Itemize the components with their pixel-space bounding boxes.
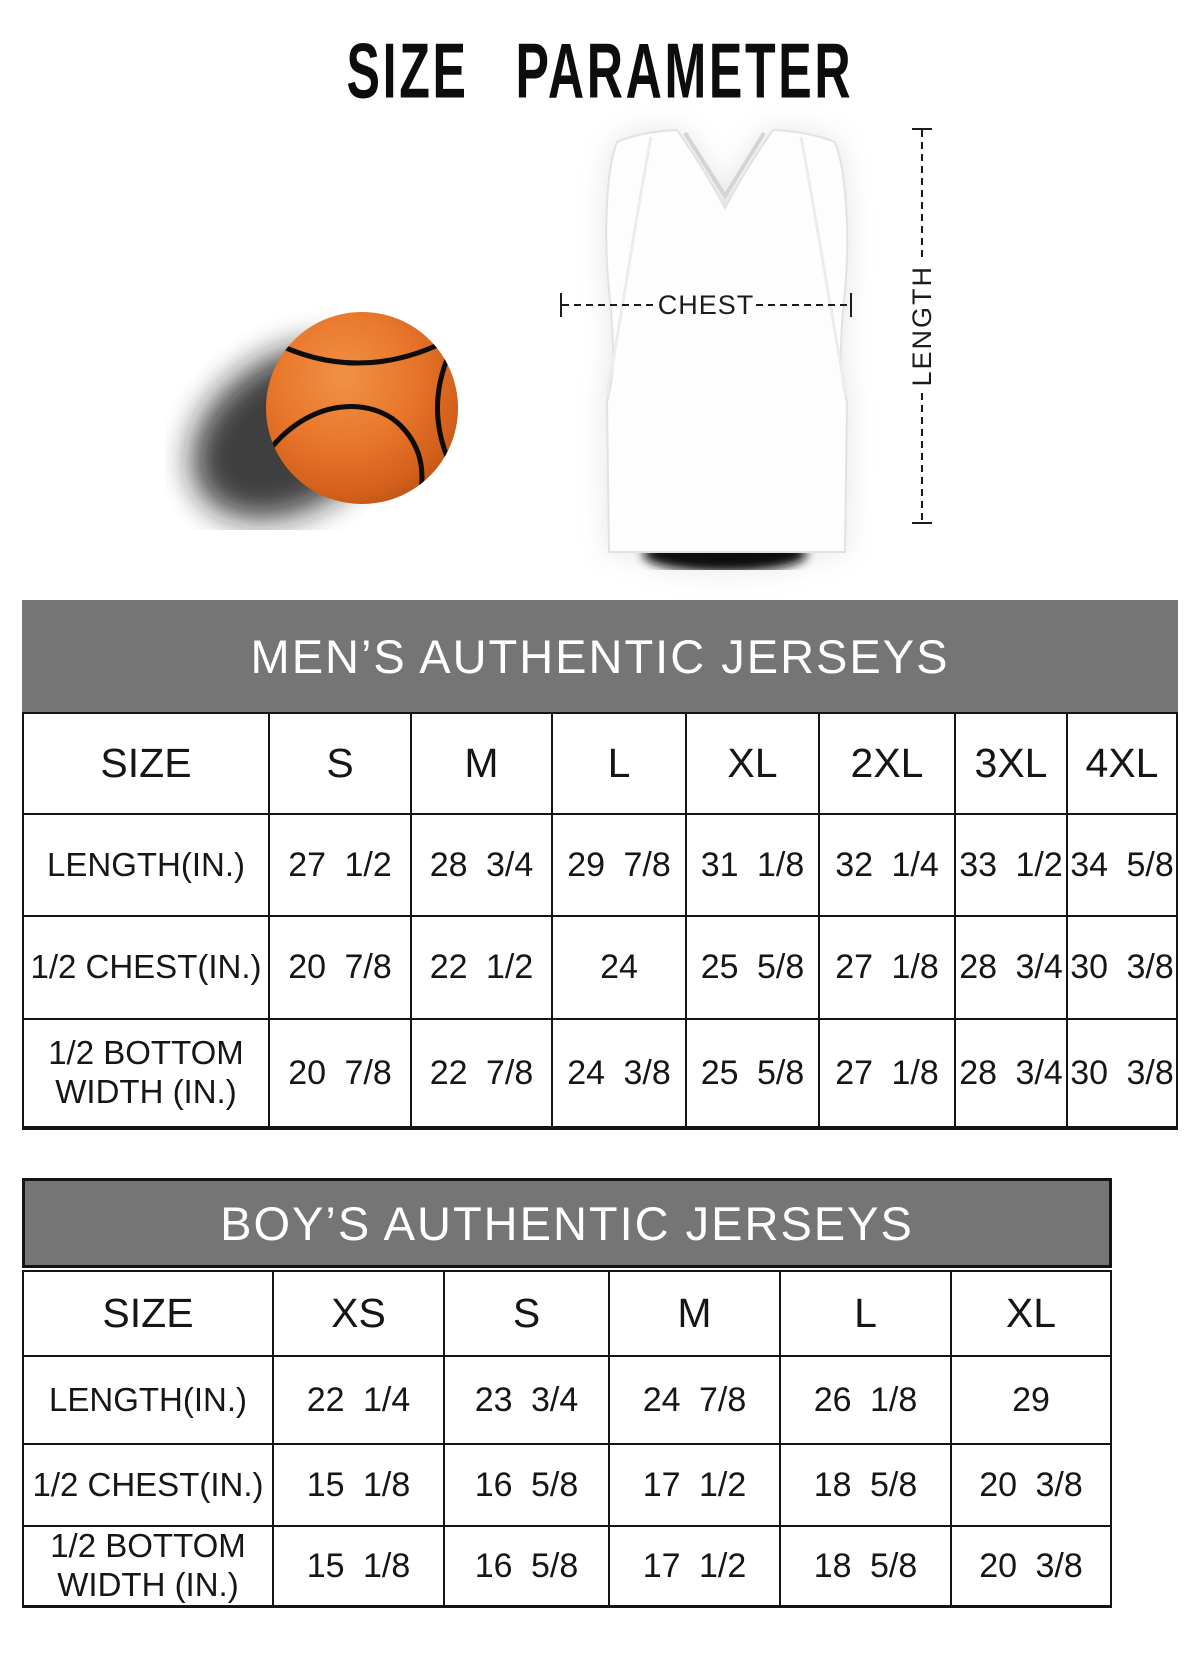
column-header: M: [412, 714, 553, 815]
table-cell: 25 5/8: [687, 917, 820, 1020]
length-dash-bottom: [921, 393, 923, 522]
jersey-image: [555, 118, 875, 570]
page-title-text: SIZE PARAMETER: [346, 28, 854, 115]
column-header: L: [553, 714, 687, 815]
column-header: XS: [274, 1272, 445, 1357]
table-cell: 31 1/8: [687, 815, 820, 917]
table-cell: 30 3/8: [1070, 1053, 1174, 1092]
table-cell: 25 5/8: [687, 1020, 820, 1126]
length-dimension-line: [906, 128, 938, 524]
column-header: SIZE: [24, 1272, 274, 1357]
table-cell: 30 3/8: [1068, 917, 1176, 1020]
table-cell: 20 7/8: [270, 917, 412, 1020]
table-cell: 17 1/2: [610, 1527, 781, 1605]
table-cell: 22 1/2: [412, 917, 553, 1020]
chest-label: CHEST: [657, 289, 755, 320]
boys-size-table: [22, 1270, 1112, 1608]
length-tick-bottom: [912, 522, 932, 524]
row-label: 1/2 BOTTOM WIDTH (IN.): [24, 1020, 270, 1126]
mens-table-title: MEN’S AUTHENTIC JERSEYS: [250, 629, 950, 683]
chest-tick-right: [850, 293, 852, 317]
table-cell: 33 1/2: [956, 815, 1068, 917]
table-cell: 22 1/4: [274, 1357, 445, 1445]
row-label: 1/2 CHEST(IN.): [24, 1445, 274, 1527]
table-cell: 32 1/4: [820, 815, 956, 917]
column-header: 4XL: [1068, 714, 1176, 815]
column-header: S: [270, 714, 412, 815]
table-cell: 20 3/8: [979, 1546, 1083, 1585]
row-label: 1/2 BOTTOM WIDTH (IN.): [24, 1527, 274, 1605]
table-cell: 20 7/8: [270, 1020, 412, 1126]
boys-table-title: BOY’S AUTHENTIC JERSEYS: [220, 1196, 914, 1250]
table-cell: 20 3/8: [952, 1445, 1110, 1527]
column-header: 3XL: [956, 714, 1068, 815]
table-cell: 15 1/8: [274, 1527, 445, 1605]
basketball-icon: [165, 280, 485, 530]
table-cell: 16 5/8: [445, 1527, 610, 1605]
column-header: S: [445, 1272, 610, 1357]
table-cell: 28 3/4: [412, 815, 553, 917]
row-label: LENGTH(IN.): [24, 1357, 274, 1445]
table-cell: 24: [553, 917, 687, 1020]
table-cell: 16 5/8: [445, 1445, 610, 1527]
table-cell: 28 3/4: [956, 917, 1068, 1020]
table-cell: 29: [952, 1357, 1110, 1445]
boys-table-header-band: [22, 1178, 1112, 1268]
table-cell: 29 7/8: [553, 815, 687, 917]
column-header: 2XL: [820, 714, 956, 815]
page-title: [0, 28, 1200, 115]
chest-dash-right: [756, 304, 850, 306]
table-cell: 27 1/8: [820, 1020, 956, 1126]
table-cell: 24 3/8: [553, 1020, 687, 1126]
table-cell: 34 5/8: [1068, 815, 1176, 917]
length-dash-top: [921, 130, 923, 259]
column-header: SIZE: [24, 714, 270, 815]
table-cell: 17 1/2: [610, 1445, 781, 1527]
table-cell: 23 3/4: [445, 1357, 610, 1445]
table-cell: 18 5/8: [781, 1445, 952, 1527]
table-cell: 27 1/8: [820, 917, 956, 1020]
row-label: LENGTH(IN.): [24, 815, 270, 917]
length-label: LENGTH: [906, 265, 937, 387]
chest-dash-left: [562, 304, 656, 306]
column-header: XL: [952, 1272, 1110, 1357]
table-cell: 27 1/2: [270, 815, 412, 917]
table-cell: 18 5/8: [781, 1527, 952, 1605]
chest-dimension-line: [560, 289, 852, 320]
table-cell: 15 1/8: [274, 1445, 445, 1527]
column-header: M: [610, 1272, 781, 1357]
mens-table-header-band: [22, 600, 1178, 712]
table-cell: 28 3/4: [956, 1020, 1068, 1126]
column-header: XL: [687, 714, 820, 815]
table-cell: 22 7/8: [412, 1020, 553, 1126]
column-header: L: [781, 1272, 952, 1357]
row-label: 1/2 CHEST(IN.): [24, 917, 270, 1020]
table-cell: 26 1/8: [781, 1357, 952, 1445]
table-cell: 24 7/8: [610, 1357, 781, 1445]
mens-size-table: [22, 712, 1178, 1130]
